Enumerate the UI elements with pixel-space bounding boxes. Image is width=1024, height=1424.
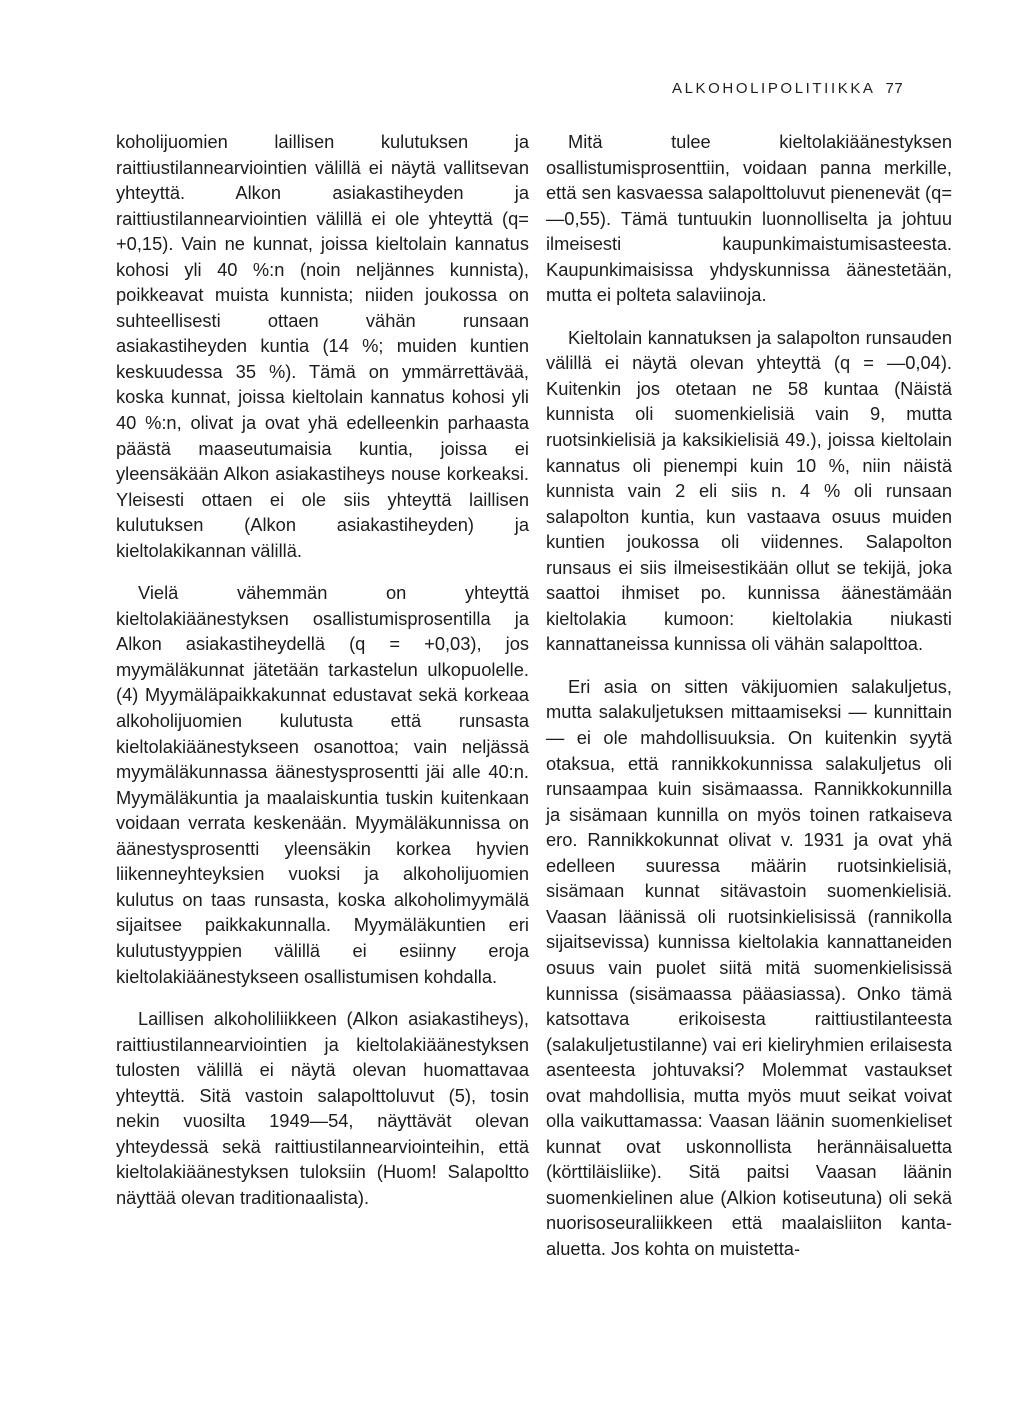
left-column	[116, 129, 529, 1227]
paragraph: Laillisen alkoholiliikkeen (Alkon asiakastiheys), raittiustilannearviointien ja kieltolakiäänestyksen tulosten välillä ei näytä olevan huomattavaa yhteyttä. Sitä vastoin salapolttoluvut (5), tosin nekin vuosilta 1949—54, näyttävät olevan yhteydessä sekä raittiustilannearviointeihin, että kieltolakiäänestyksen tuloksiin (Huom! Salapoltto näyttää olevan traditionaalista).	[116, 1008, 529, 1208]
right-column	[546, 129, 952, 1279]
paragraph: Kieltolain kannatuksen ja salapolton runsauden välillä ei näytä olevan yhteyttä (q = —0,04). Kuitenkin jos otetaan ne 58 kuntaa (Näistä kunnista oli suomenkielisiä vain 9, mutta ruotsinkielisiä ja kaksikielisiä 49.), joissa kieltolain kannatus oli pienempi kuin 10 %, niin näistä kunnista vain 2 eli siis n. 4 % oli runsaan salapolton kuntia, kun vastaava osuus muiden kuntien joukossa oli viidennes. Salapolton runsaus ei siis ilmeisestikään ollut se tekijä, joka saattoi ihmiset po. kunnissa äänestämään kieltolakia kumoon: kieltolakia niukasti kannattaneissa kunnissa oli vähän salapolttoa.	[546, 326, 952, 655]
page-number: 77	[885, 80, 904, 97]
paragraph: Vielä vähemmän on yhteyttä kieltolakiäänestyksen osallistumisprosentilla ja Alkon asiakastiheydellä (q = +0,03), jos myymäläkunnat jätetään tarkastelun ulkopuolelle.(4) Myymäläpaikkakunnat edustavat sekä korkeaa alkoholijuomien kulutusta että runsasta kieltolakiäänestykseen osanottoa; vain neljässä myymäläkunnassa äänestysprosentti jäi alle 40:n. Myymäläkuntia ja maalaiskuntia tuskin kuitenkaan voidaan verrata keskenään. Myymäläkunnissa on äänestysprosentti yleensäkin korkea hyvien liikenneyhteyksien vuoksi ja alkoholijuomien kulutus on taas runsasta, koska alkoholimyymälä sijaitsee paikkakunnalla. Myymäläkuntien eri kulutustyyppien välillä ei esiinny eroja kieltolakiäänestykseen osallistumisen kohdalla.	[116, 582, 529, 987]
paragraph: Eri asia on sitten väkijuomien salakuljetus, mutta salakuljetuksen mittaamiseksi — kunnittain — ei ole mahdollisuuksia. On kuitenkin syytä otaksua, että rannikkokunnissa salakuljetus oli runsaampaa kuin sisämaassa. Rannikkokunnilla ja sisämaan kunnilla on myös toinen ratkaiseva ero. Rannikkokunnat olivat v. 1931 ja ovat yhä edelleen suuressa määrin ruotsinkielisiä, sisämaan kunnat sitävastoin suomenkielisiä. Vaasan läänissä oli ruotsinkielisissä (rannikolla sijaitsevissa) kunnissa kieltolakia kannattaneiden osuus vain puolet siitä mitä suomenkielisissä kunnissa (sisämaassa pääasiassa). Onko tämä katsottava erikoisesta raittiustilanteesta (salakuljetustilanne) vai eri kieliryhmien erilaisesta asenteesta johtuvaksi? Molemmat vastaukset ovat mahdollisia, mutta myös muut seikat voivat olla vaikuttamassa: Vaasan läänin suomenkieliset kunnat ovat uskonnollista herännäisaluetta (körttiläisliike). Sitä paitsi Vaasan läänin suomenkielinen alue (Alkion kotiseutuna) oli sekä nuorisoseuraliikkeen että maalaisliiton kanta-aluetta. Jos kohta on muistetta-	[546, 675, 952, 1259]
running-header-title: ALKOHOLIPOLITIIKKA	[672, 80, 876, 97]
paragraph: Mitä tulee kieltolakiäänestyksen osallistumisprosenttiin, voidaan panna merkille, että sen kasvaessa salapolttoluvut pienenevät (q=—0,55). Tämä tuntuukin luonnolliselta ja johtuu ilmeisesti kaupunkimaistumisasteesta. Kaupunkimaisissa yhdyskunnissa äänestetään, mutta ei polteta salaviinoja.	[546, 131, 952, 306]
running-header	[672, 80, 962, 97]
paragraph: koholijuomien laillisen kulutuksen ja raittiustilannearviointien välillä ei näytä vallitsevan yhteyttä. Alkon asiakastiheyden ja raittiustilannearviointien välillä ei ole yhteyttä (q= +0,15). Vain ne kunnat, joissa kieltolain kannatus kohosi yli 40 %:n (noin neljännes kunnista), poikkeavat muista kunnista; niiden joukossa on suhteellisesti ottaen vähän runsaan asiakastiheyden kuntia (14 %; muiden kuntien keskuudessa 35 %). Tämä on ymmärrettävää, koska kunnat, joissa kieltolain kannatus kohosi yli 40 %:n, olivat ja ovat yhä edelleenkin parhaasta päästä maaseutumaisia kuntia, joissa ei yleensäkään Alkon asiakastiheys nouse korkeaksi. Yleisesti ottaen ei ole siis yhteyttä laillisen kulutuksen (Alkon asiakastiheyden) ja kieltolakikannan välillä.	[116, 131, 529, 561]
